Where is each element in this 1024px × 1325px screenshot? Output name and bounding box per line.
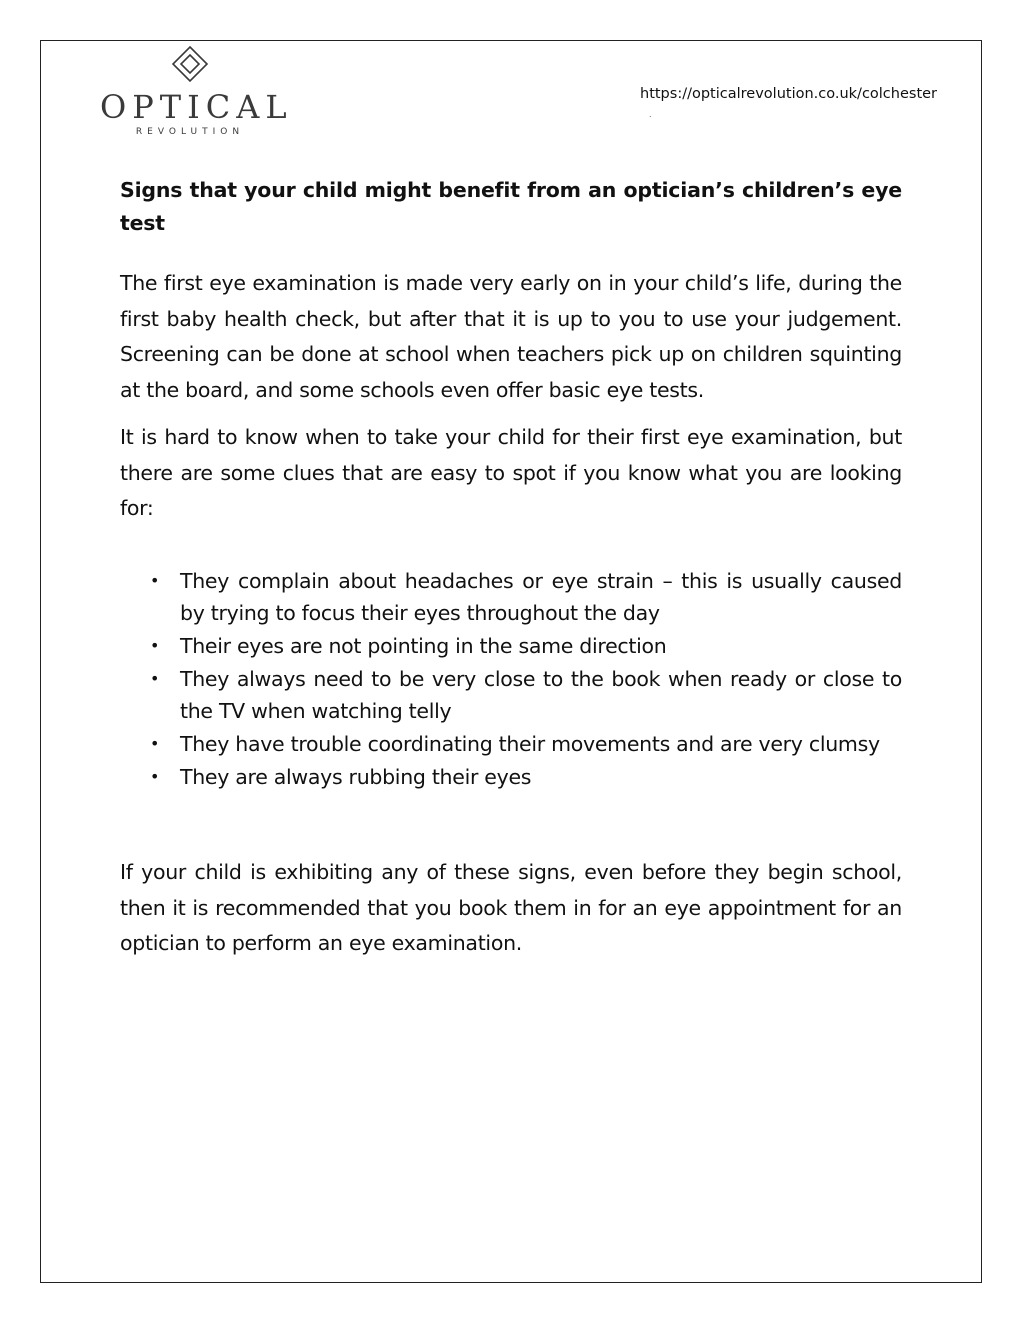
- bullet-icon: •: [150, 734, 160, 754]
- clues-paragraph: It is hard to know when to take your child for their first eye examination, but there are some clues that are easy to spot if you know what you are looking for:: [120, 425, 902, 520]
- article-heading: Signs that your child might benefit from an optician’s children’s eye test: [120, 178, 902, 235]
- diamond-logo-icon: [171, 45, 209, 83]
- list-item-text: They are always rubbing their eyes: [180, 764, 532, 789]
- bullet-icon: •: [150, 766, 160, 786]
- list-item: [120, 663, 902, 728]
- list-item: [120, 728, 902, 761]
- bullet-icon: •: [150, 570, 160, 590]
- list-item: [120, 565, 902, 630]
- logo-subtitle: REVOLUTION: [135, 127, 245, 137]
- list-item: [120, 630, 902, 663]
- list-item-text: They always need to be very close to the book when ready or close to the TV when watching telly: [180, 666, 902, 724]
- signs-list: [120, 565, 902, 794]
- list-item: [120, 761, 902, 794]
- list-item-text: They complain about headaches or eye strain – this is usually caused by trying to focus their eyes throughout the day: [180, 568, 902, 626]
- url-trailing-mark: .: [649, 110, 652, 119]
- bullet-icon: •: [150, 635, 160, 655]
- site-url-link[interactable]: https://opticalrevolution.co.uk/colchester: [640, 86, 938, 102]
- optical-revolution-logo: [100, 45, 293, 140]
- closing-paragraph: If your child is exhibiting any of these signs, even before they begin school, then it is recommended that you book them in for an eye appointment for an optician to perform an eye examination.: [120, 860, 902, 956]
- list-item-text: Their eyes are not pointing in the same direction: [180, 633, 667, 658]
- article-body: [120, 174, 902, 962]
- bullet-icon: •: [150, 668, 160, 688]
- list-item-text: They have trouble coordinating their movements and are very clumsy: [180, 732, 880, 757]
- logo-wordmark: OPTICAL: [100, 88, 293, 126]
- intro-paragraph: The first eye examination is made very early on in your child’s life, during the first baby health check, but after that it is up to you to use your judgement. Screening can be done at school when teachers pick up on children squinting at the board, and some schools even offer basic eye tests.: [120, 271, 902, 402]
